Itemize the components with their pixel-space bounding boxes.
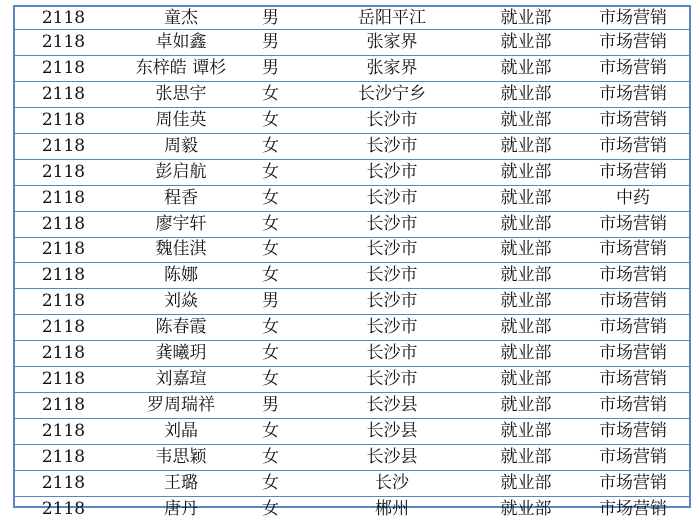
origin-cell: 郴州 [375,498,409,519]
name-cell: 罗周瑞祥 [112,393,250,419]
class-id-cell: 2118 [15,445,112,471]
class-id-cell: 2118 [15,133,112,159]
table-row [15,496,691,521]
table-row [15,30,691,56]
major-cell: 市场营销 [575,419,691,445]
major-cell: 市场营销 [575,30,691,56]
name-cell: 廖宇轩 [112,211,250,237]
name-cell: 刘晶 [112,419,250,445]
gender-cell: 女 [250,211,307,237]
student-table [15,7,691,522]
name-cell: 王璐 [112,470,250,496]
department-cell: 就业部 [477,470,575,496]
origin-cell: 张家界 [307,30,477,56]
name-cell: 张思宇 [112,81,250,107]
department-cell: 就业部 [477,393,575,419]
department-cell: 就业部 [477,315,575,341]
gender-cell: 女 [250,341,307,367]
table-row [15,133,691,159]
gender-cell: 女 [250,419,307,445]
origin-cell: 长沙县 [307,393,477,419]
name-cell: 刘焱 [112,289,250,315]
origin-cell: 长沙 [307,470,477,496]
department-cell: 就业部 [477,263,575,289]
major-cell: 市场营销 [575,289,691,315]
gender-cell: 男 [250,55,307,81]
class-id-cell: 2118 [15,419,112,445]
major-cell: 市场营销 [575,107,691,133]
major-cell: 市场营销 [575,81,691,107]
department-cell: 就业部 [477,419,575,445]
major-cell: 市场营销 [575,445,691,471]
name-cell: 彭启航 [112,159,250,185]
name-cell: 童杰 [112,7,250,30]
department-cell: 就业部 [477,107,575,133]
gender-cell: 女 [250,107,307,133]
origin-cell: 长沙宁乡 [307,81,477,107]
class-id-cell: 2118 [15,211,112,237]
department-cell: 就业部 [477,30,575,56]
name-cell: 唐丹 [164,498,198,519]
table-row [15,211,691,237]
gender-cell: 男 [250,393,307,419]
origin-cell: 长沙市 [307,289,477,315]
table-row [15,237,691,263]
gender-cell: 女 [250,315,307,341]
name-cell: 东梓皓 谭杉 [112,55,250,81]
major-cell: 市场营销 [599,498,667,519]
major-cell: 市场营销 [575,133,691,159]
name-cell: 韦思颖 [112,445,250,471]
department-cell: 就业部 [477,7,575,30]
major-cell: 市场营销 [575,211,691,237]
origin-cell: 长沙市 [307,159,477,185]
gender-cell: 女 [250,367,307,393]
class-id-cell: 2118 [15,55,112,81]
department-cell: 就业部 [477,211,575,237]
name-cell: 陈春霞 [112,315,250,341]
class-id-cell: 2118 [15,263,112,289]
gender-cell: 女 [250,185,307,211]
department-cell: 就业部 [477,341,575,367]
origin-cell: 长沙县 [307,419,477,445]
gender-cell: 男 [250,289,307,315]
major-cell: 市场营销 [575,315,691,341]
table-row [15,341,691,367]
gender-cell: 女 [262,498,279,519]
name-cell: 陈娜 [112,263,250,289]
major-cell: 市场营销 [575,55,691,81]
name-cell: 刘嘉瑄 [112,367,250,393]
origin-cell: 岳阳平江 [307,7,477,30]
major-cell: 市场营销 [575,263,691,289]
major-cell: 市场营销 [575,7,691,30]
gender-cell: 女 [250,81,307,107]
gender-cell: 女 [250,445,307,471]
table-row [15,445,691,471]
table-row [15,419,691,445]
class-id-cell: 2118 [15,159,112,185]
table-row [15,7,691,30]
department-cell: 就业部 [477,289,575,315]
origin-cell: 长沙市 [307,315,477,341]
class-id-cell: 2118 [15,289,112,315]
class-id-cell: 2118 [15,30,112,56]
table-row [15,470,691,496]
origin-cell: 长沙市 [307,185,477,211]
department-cell: 就业部 [477,133,575,159]
class-id-cell: 2118 [15,7,112,30]
student-table-sheet [13,5,691,519]
origin-cell: 长沙市 [307,107,477,133]
table-row [15,289,691,315]
table-row [15,367,691,393]
table-row [15,185,691,211]
gender-cell: 女 [250,159,307,185]
class-id-cell: 2118 [15,107,112,133]
name-cell: 周佳英 [112,107,250,133]
origin-cell: 长沙市 [307,211,477,237]
class-id-cell: 2118 [15,341,112,367]
origin-cell: 长沙市 [307,341,477,367]
gender-cell: 男 [250,7,307,30]
gender-cell: 男 [250,30,307,56]
name-cell: 周毅 [112,133,250,159]
major-cell: 市场营销 [575,367,691,393]
major-cell: 市场营销 [575,470,691,496]
name-cell: 程香 [112,185,250,211]
table-row [15,107,691,133]
major-cell: 市场营销 [575,159,691,185]
major-cell: 中药 [575,185,691,211]
gender-cell: 女 [250,133,307,159]
table-row [15,393,691,419]
name-cell: 卓如鑫 [112,30,250,56]
class-id-cell: 2118 [15,393,112,419]
department-cell: 就业部 [477,81,575,107]
table-row [15,159,691,185]
gender-cell: 女 [250,470,307,496]
major-cell: 市场营销 [575,341,691,367]
class-id-cell: 2118 [15,367,112,393]
gender-cell: 女 [250,263,307,289]
origin-cell: 长沙市 [307,367,477,393]
table-body [15,7,691,522]
department-cell: 就业部 [477,445,575,471]
table-row [15,315,691,341]
name-cell: 龚曦玥 [112,341,250,367]
origin-cell: 长沙市 [307,237,477,263]
class-id-cell: 2118 [15,237,112,263]
table-row [15,55,691,81]
class-id-cell: 2118 [15,315,112,341]
class-id-cell: 2118 [41,498,86,519]
class-id-cell: 2118 [15,81,112,107]
department-cell: 就业部 [477,237,575,263]
origin-cell: 长沙市 [307,133,477,159]
department-cell: 就业部 [477,55,575,81]
origin-cell: 张家界 [307,55,477,81]
origin-cell: 长沙县 [307,445,477,471]
class-id-cell: 2118 [15,470,112,496]
class-id-cell: 2118 [15,185,112,211]
name-cell: 魏佳淇 [112,237,250,263]
major-cell: 市场营销 [575,393,691,419]
department-cell: 就业部 [477,159,575,185]
origin-cell: 长沙市 [307,263,477,289]
table-row [15,263,691,289]
table-row [15,81,691,107]
major-cell: 市场营销 [575,237,691,263]
department-cell: 就业部 [477,185,575,211]
department-cell: 就业部 [477,367,575,393]
gender-cell: 女 [250,237,307,263]
department-cell: 就业部 [500,498,552,519]
